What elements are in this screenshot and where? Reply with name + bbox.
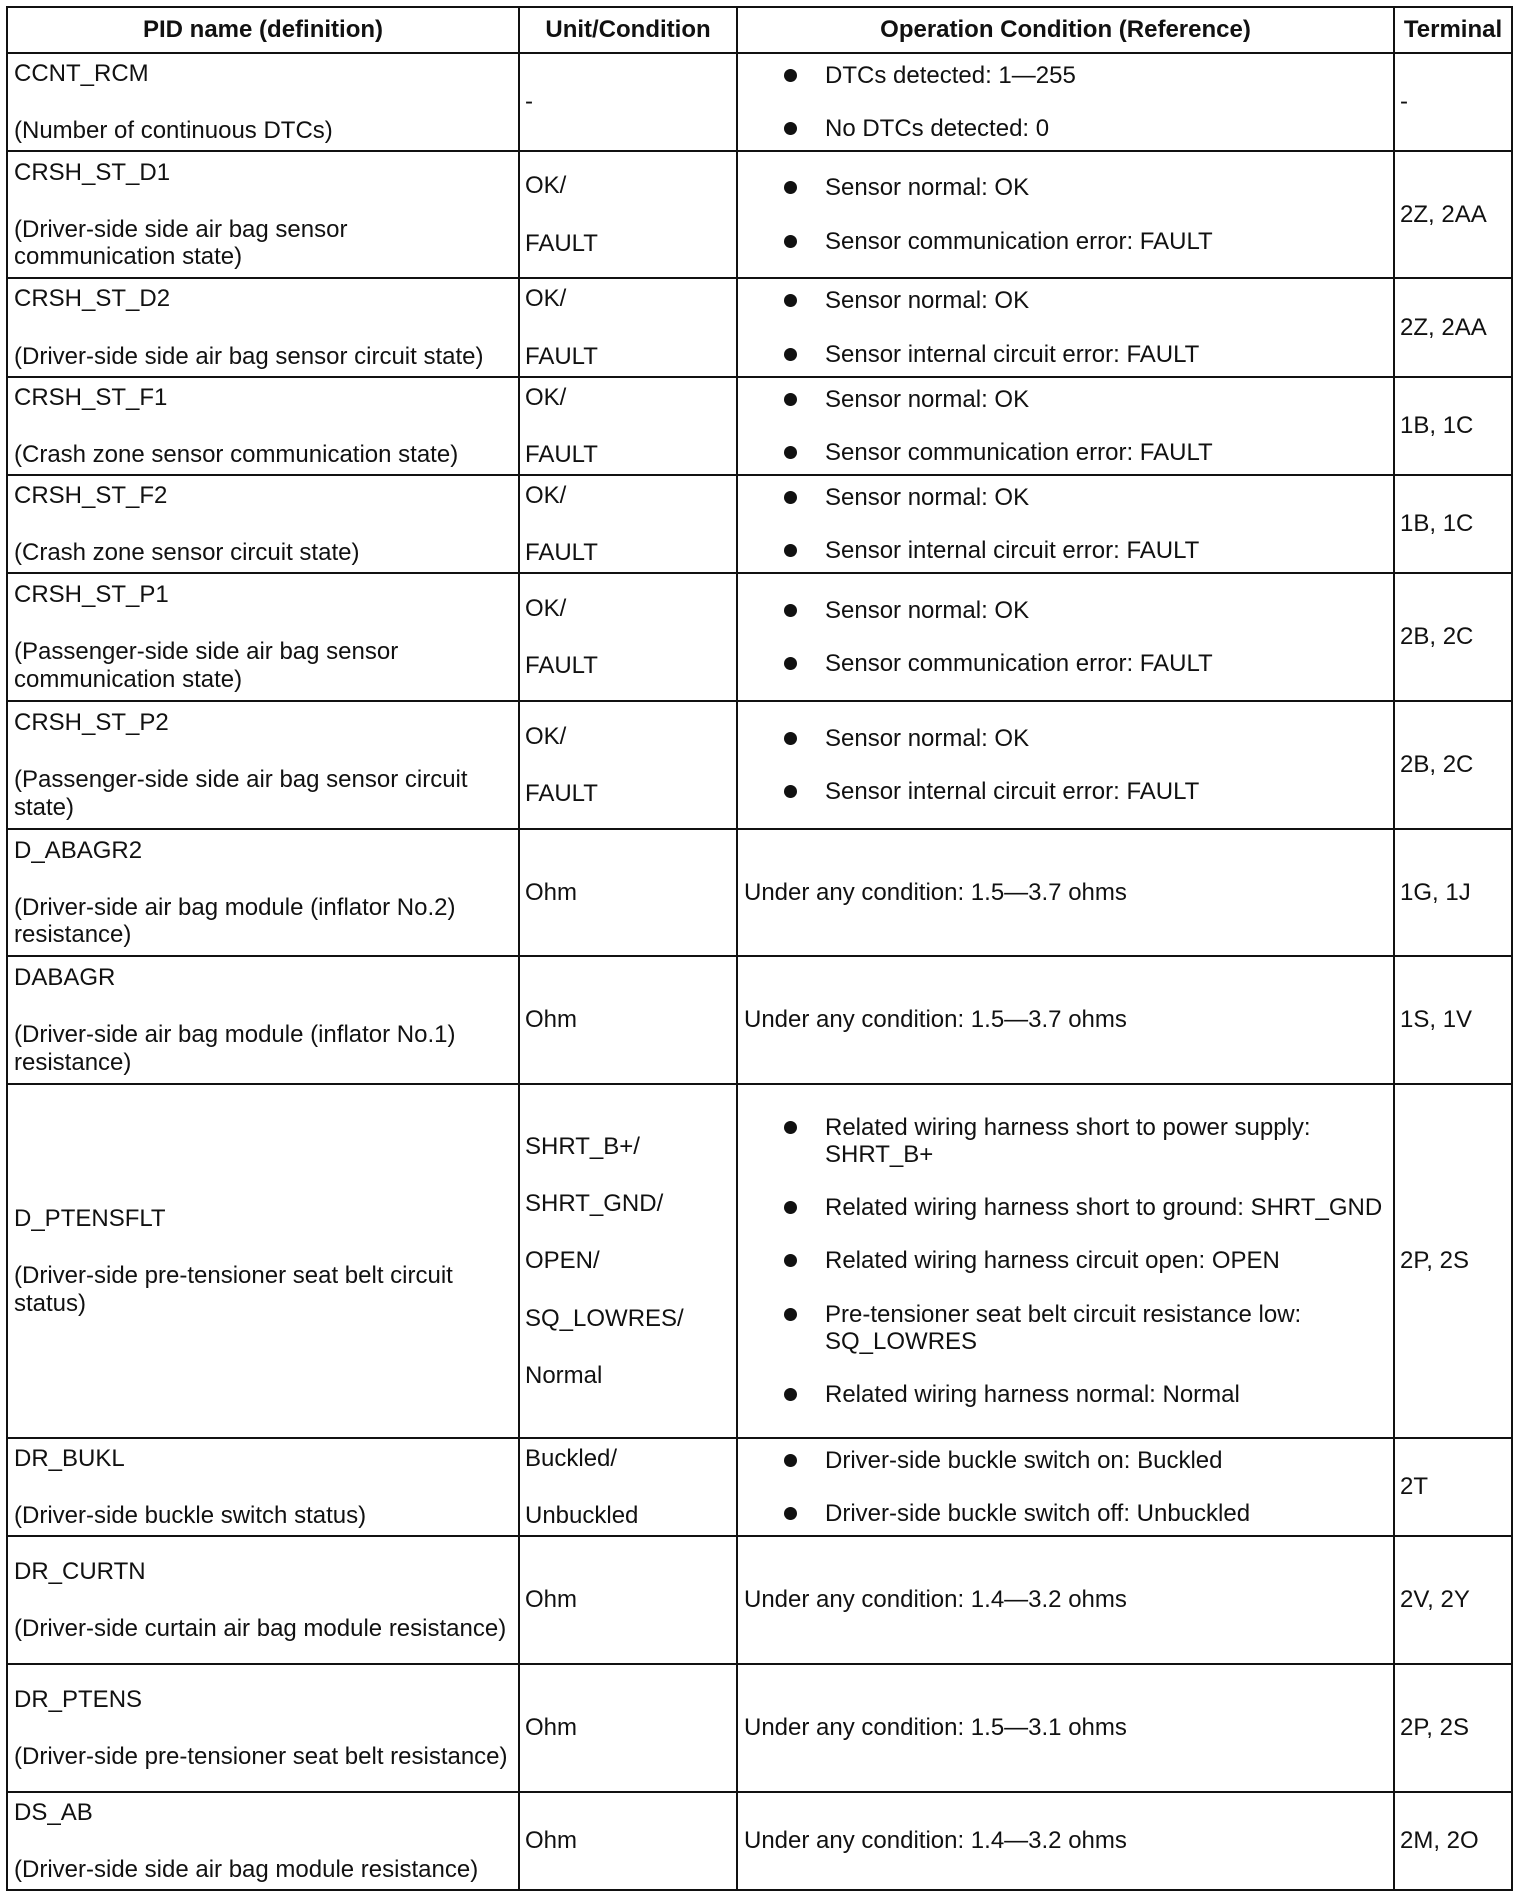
unit-value: FAULT (525, 441, 598, 468)
operation-condition-cell (737, 53, 1394, 151)
pid-name-cell (7, 53, 519, 151)
condition-text: Under any condition: 1.5—3.7 ohms (744, 878, 1127, 906)
condition-list (744, 287, 1387, 367)
condition-text: Under any condition: 1.5—3.1 ohms (744, 1714, 1127, 1742)
condition-item: Driver-side buckle switch on: Buckled (782, 1447, 1387, 1474)
pid-id: DR_PTENS (14, 1685, 143, 1713)
terminal-cell: 2P, 2S (1394, 1664, 1512, 1792)
unit-value: OK/ (525, 594, 567, 622)
condition-item: Sensor communication error: FAULT (782, 650, 1387, 677)
pid-definition: (Number of continuous DTCs) (14, 117, 333, 144)
pid-id: CRSH_ST_F1 (14, 383, 168, 411)
operation-condition-cell (737, 1792, 1394, 1890)
pid-name-cell (7, 1664, 519, 1792)
pid-definition: (Driver-side curtain air bag module resistance) (14, 1615, 507, 1642)
condition-item: No DTCs detected: 0 (782, 115, 1387, 142)
unit-condition-cell (519, 53, 737, 151)
unit-condition-cell (519, 829, 737, 956)
condition-list (744, 386, 1387, 466)
operation-condition-cell (737, 151, 1394, 278)
header-terminal: Terminal (1394, 7, 1512, 53)
unit-value: FAULT (525, 539, 598, 566)
unit-condition-cell (519, 1536, 737, 1664)
unit-value: FAULT (525, 229, 598, 257)
unit-value: OPEN/ (525, 1247, 600, 1275)
pid-definition: (Driver-side side air bag module resistance) (14, 1856, 479, 1883)
operation-condition-cell (737, 1084, 1394, 1438)
condition-item: Sensor communication error: FAULT (782, 228, 1387, 255)
pid-name-cell (7, 1084, 519, 1438)
pid-id: DS_AB (14, 1798, 93, 1826)
condition-item: Driver-side buckle switch off: Unbuckled (782, 1500, 1387, 1527)
table-row (7, 1536, 1512, 1664)
unit-value: SHRT_GND/ (525, 1190, 664, 1218)
pid-id: CRSH_ST_D1 (14, 158, 171, 186)
pid-id: D_PTENSFLT (14, 1205, 166, 1233)
operation-condition-cell (737, 1536, 1394, 1664)
pid-id: CRSH_ST_P1 (14, 581, 169, 609)
unit-value: OK/ (525, 383, 567, 411)
pid-name-cell (7, 701, 519, 829)
header-unit-condition: Unit/Condition (519, 7, 737, 53)
pid-name-cell (7, 573, 519, 701)
table-row (7, 1084, 1512, 1438)
pid-definition: (Driver-side air bag module (inflator No.2) resistance) (14, 893, 456, 949)
operation-condition-cell (737, 701, 1394, 829)
unit-condition-cell (519, 1792, 737, 1890)
pid-definition: (Driver-side pre-tensioner seat belt circuit status) (14, 1262, 453, 1317)
pid-id: DABAGR (14, 964, 116, 992)
terminal-cell: 1G, 1J (1394, 829, 1512, 956)
condition-item: Sensor normal: OK (782, 597, 1387, 624)
condition-item: Sensor normal: OK (782, 725, 1387, 752)
pid-definition: (Passenger-side side air bag sensor communication state) (14, 638, 399, 693)
table-row (7, 151, 1512, 278)
table-row (7, 377, 1512, 475)
condition-text: Under any condition: 1.4—3.2 ohms (744, 1827, 1127, 1855)
condition-item: Related wiring harness circuit open: OPEN (782, 1247, 1387, 1274)
unit-value: FAULT (525, 652, 598, 679)
unit-condition-cell (519, 701, 737, 829)
condition-list (744, 1447, 1387, 1527)
terminal-cell: 2B, 2C (1394, 701, 1512, 829)
pid-definition: (Passenger-side side air bag sensor circuit state) (14, 766, 468, 821)
unit-condition-cell (519, 377, 737, 475)
pid-id: D_ABAGR2 (14, 836, 143, 864)
terminal-cell: 1S, 1V (1394, 956, 1512, 1084)
header-pid-name: PID name (definition) (7, 7, 519, 53)
pid-name-cell (7, 1438, 519, 1536)
terminal-cell: 2B, 2C (1394, 573, 1512, 701)
condition-item: DTCs detected: 1—255 (782, 62, 1387, 89)
pid-name-cell (7, 1792, 519, 1890)
pid-id: CRSH_ST_P2 (14, 709, 169, 737)
table-row (7, 701, 1512, 829)
terminal-cell: 2M, 2O (1394, 1792, 1512, 1890)
table-row (7, 573, 1512, 701)
terminal-cell: - (1394, 53, 1512, 151)
operation-condition-cell (737, 956, 1394, 1084)
pid-id: DR_BUKL (14, 1444, 125, 1472)
pid-name-cell (7, 278, 519, 377)
unit-value: OK/ (525, 481, 567, 509)
operation-condition-cell (737, 278, 1394, 377)
condition-list (744, 725, 1387, 805)
condition-list (744, 174, 1387, 254)
pid-definition: (Driver-side pre-tensioner seat belt resistance) (14, 1743, 508, 1770)
pid-name-cell (7, 956, 519, 1084)
condition-item: Sensor normal: OK (782, 174, 1387, 201)
table-row (7, 53, 1512, 151)
unit-value: OK/ (525, 722, 567, 750)
unit-condition-cell (519, 278, 737, 377)
table-row (7, 278, 1512, 377)
operation-condition-cell (737, 377, 1394, 475)
unit-value: FAULT (525, 780, 598, 807)
terminal-cell: 2Z, 2AA (1394, 151, 1512, 278)
terminal-cell: 1B, 1C (1394, 377, 1512, 475)
condition-list (744, 484, 1387, 564)
unit-condition-cell (519, 573, 737, 701)
table-row (7, 829, 1512, 956)
pid-name-cell (7, 475, 519, 573)
unit-value: Ohm (525, 1714, 578, 1742)
pid-id: DR_CURTN (14, 1557, 146, 1585)
pid-definition: (Driver-side side air bag sensor circuit state) (14, 342, 484, 370)
pid-name-cell (7, 829, 519, 956)
operation-condition-cell (737, 1438, 1394, 1536)
condition-item: Sensor normal: OK (782, 386, 1387, 413)
unit-value: FAULT (525, 342, 598, 370)
unit-condition-cell (519, 1438, 737, 1536)
pid-definition: (Driver-side buckle switch status) (14, 1502, 367, 1529)
terminal-cell: 2Z, 2AA (1394, 278, 1512, 377)
condition-text: Under any condition: 1.5—3.7 ohms (744, 1006, 1127, 1034)
table-row (7, 1664, 1512, 1792)
unit-value: SQ_LOWRES/ (525, 1304, 684, 1332)
unit-value: Normal (525, 1361, 603, 1389)
pid-id: CCNT_RCM (14, 59, 149, 87)
unit-value: OK/ (525, 285, 567, 313)
condition-item: Sensor normal: OK (782, 287, 1387, 314)
condition-item: Pre-tensioner seat belt circuit resistance low: SQ_LOWRES (782, 1301, 1387, 1355)
table-row (7, 1792, 1512, 1890)
condition-text: Under any condition: 1.4—3.2 ohms (744, 1586, 1127, 1614)
unit-condition-cell (519, 475, 737, 573)
unit-condition-cell (519, 956, 737, 1084)
condition-item: Sensor internal circuit error: FAULT (782, 341, 1387, 368)
terminal-cell: 2T (1394, 1438, 1512, 1536)
pid-id: CRSH_ST_F2 (14, 481, 168, 509)
terminal-cell: 2V, 2Y (1394, 1536, 1512, 1664)
operation-condition-cell (737, 1664, 1394, 1792)
condition-item: Related wiring harness normal: Normal (782, 1381, 1387, 1408)
pid-table (6, 6, 1513, 1891)
pid-name-cell (7, 151, 519, 278)
condition-list (744, 597, 1387, 677)
table-row (7, 956, 1512, 1084)
condition-item: Sensor internal circuit error: FAULT (782, 778, 1387, 805)
table-row (7, 1438, 1512, 1536)
pid-definition: (Crash zone sensor communication state) (14, 441, 459, 468)
operation-condition-cell (737, 829, 1394, 956)
table-row (7, 475, 1512, 573)
condition-item: Sensor normal: OK (782, 484, 1387, 511)
pid-definition: (Driver-side side air bag sensor communication state) (14, 215, 348, 271)
condition-item: Sensor communication error: FAULT (782, 439, 1387, 466)
unit-value: OK/ (525, 172, 567, 200)
unit-value: Ohm (525, 878, 578, 906)
condition-item: Related wiring harness short to power supply: SHRT_B+ (782, 1114, 1387, 1168)
pid-table-body (7, 53, 1512, 1890)
pid-definition: (Driver-side air bag module (inflator No.1) resistance) (14, 1021, 456, 1076)
condition-list (744, 62, 1387, 142)
header-row (7, 7, 1512, 53)
condition-list (744, 1114, 1387, 1408)
pid-definition: (Crash zone sensor circuit state) (14, 539, 360, 566)
operation-condition-cell (737, 573, 1394, 701)
operation-condition-cell (737, 475, 1394, 573)
unit-value: - (525, 88, 533, 116)
unit-value: SHRT_B+/ (525, 1133, 640, 1161)
unit-value: Unbuckled (525, 1502, 639, 1529)
terminal-cell: 2P, 2S (1394, 1084, 1512, 1438)
unit-value: Ohm (525, 1586, 578, 1614)
condition-item: Related wiring harness short to ground: SHRT_GND (782, 1194, 1387, 1221)
pid-id: CRSH_ST_D2 (14, 285, 171, 313)
terminal-cell: 1B, 1C (1394, 475, 1512, 573)
unit-value: Ohm (525, 1827, 578, 1855)
pid-name-cell (7, 1536, 519, 1664)
header-operation-condition: Operation Condition (Reference) (737, 7, 1394, 53)
unit-condition-cell (519, 1664, 737, 1792)
unit-value: Buckled/ (525, 1444, 618, 1472)
unit-value: Ohm (525, 1006, 578, 1034)
unit-condition-cell (519, 1084, 737, 1438)
pid-name-cell (7, 377, 519, 475)
unit-condition-cell (519, 151, 737, 278)
condition-item: Sensor internal circuit error: FAULT (782, 537, 1387, 564)
